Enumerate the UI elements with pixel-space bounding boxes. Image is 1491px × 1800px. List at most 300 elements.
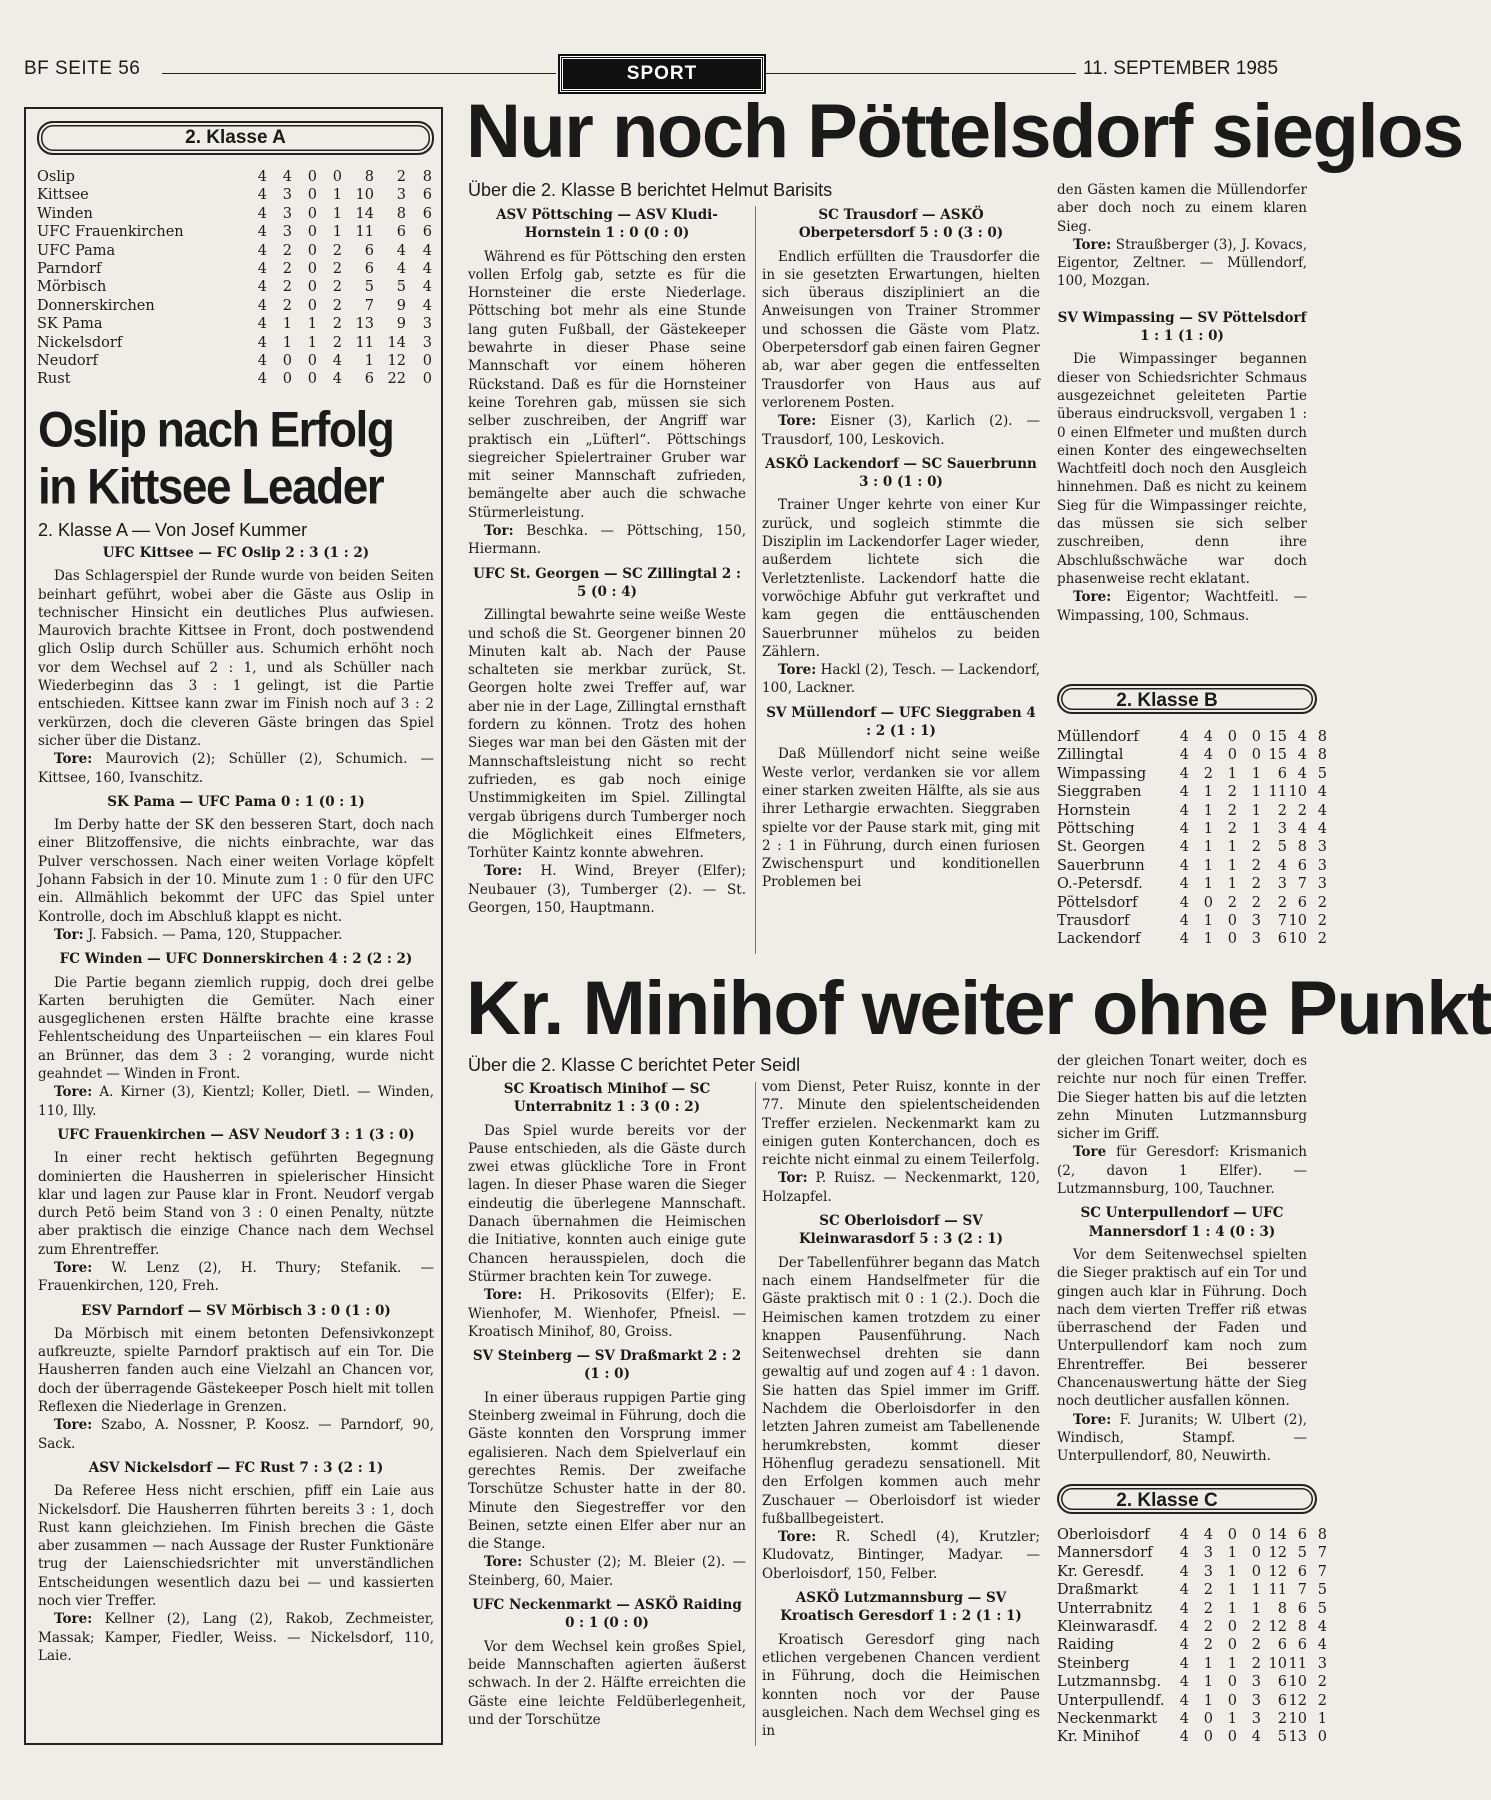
standings-row (1057, 1692, 1327, 1710)
stat-cell: 0 (1317, 1729, 1327, 1746)
team-name: Draßmarkt (1057, 1582, 1138, 1599)
scorers-label: Tore: (484, 1554, 523, 1571)
team-name: Neckenmarkt (1057, 1711, 1158, 1728)
team-name: Sauerbrunn (1057, 857, 1145, 874)
stat-cell: 0 (1251, 1545, 1261, 1562)
stat-cell: 4 (1179, 1692, 1189, 1709)
stat-cell: 3 (1317, 876, 1327, 893)
stat-cell: 0 (282, 371, 292, 388)
stat-cell: 2 (1251, 894, 1261, 911)
stat-cell: 2 (1203, 1600, 1213, 1617)
scorers-label: Tore: (54, 1417, 93, 1434)
stat-cell: 9 (396, 297, 406, 314)
stat-cell: 4 (1179, 1582, 1189, 1599)
scorers-line (762, 412, 1040, 449)
stat-cell: 1 (1227, 1600, 1237, 1617)
klasse-c-table (1057, 1526, 1327, 1747)
stat-cell: 2 (1317, 894, 1327, 911)
stat-cell: 4 (1179, 1637, 1189, 1654)
stat-cell: 0 (282, 353, 292, 370)
scorers-line (38, 926, 434, 944)
stat-cell: 4 (257, 224, 267, 241)
stat-cell: 2 (1317, 913, 1327, 930)
scorers-text: Straußberger (3), J. Kovacs, Eigentor, Zeltner. — Müllendorf, 100, Mozgan. (1057, 236, 1307, 290)
stat-cell: 6 (1297, 1527, 1307, 1543)
stat-cell: 8 (396, 205, 406, 222)
page-label: BF SEITE 56 (24, 58, 141, 79)
standings-row (1057, 1544, 1327, 1562)
stat-cell: 8 (1297, 1619, 1307, 1636)
stat-cell: 4 (422, 242, 432, 259)
stat-cell: 2 (282, 297, 292, 314)
game-title: ESV Parndorf — SV Mörbisch 3 : 0 (1 : 0) (81, 1302, 391, 1319)
stat-cell: 2 (1203, 1637, 1213, 1654)
standings-row (37, 260, 432, 278)
stat-cell: 3 (1251, 931, 1261, 948)
scorers-text: A. Kirner (3), Kientzl; Koller, Dietl. — Winden, 110, Illy. (38, 1084, 434, 1119)
stat-cell: 4 (1179, 784, 1189, 801)
klasse-b-table (1057, 728, 1327, 949)
standings-row (1057, 1563, 1327, 1581)
stat-cell: 1 (307, 334, 317, 351)
game-title: SK Pama — UFC Pama 0 : 1 (0 : 1) (107, 793, 365, 810)
stat-cell: 3 (1317, 1655, 1327, 1672)
scorers-label: Tore: (484, 1287, 523, 1304)
stat-cell: 4 (1179, 747, 1189, 764)
team-name: Sieggraben (1057, 784, 1142, 801)
stat-cell: 0 (307, 169, 317, 185)
standings-row (1057, 1636, 1327, 1654)
report-text: In einer überaus ruppigen Partie ging Steinberg zweimal in Führung, doch die Gäste konnten den Vorsprung immer egalisieren. Nach dem Spielverlauf ein gerechtes Remis. Der zweifache Torschütze Schuster hatte in der 80. Minute den Siegestreffer vor den Beinen, setzte einen Elfer aber nur an die Stange. (468, 1389, 746, 1553)
stat-cell: 2 (332, 316, 342, 333)
stat-cell: 1 (1203, 821, 1213, 838)
scorers-label: Tore: (778, 1529, 817, 1546)
scorers-text: P. Ruisz. — Neckenmarkt, 120, Holzapfel. (762, 1170, 1040, 1205)
stat-cell: 3 (422, 334, 432, 351)
game-title: UFC Neckenmarkt — ASKÖ Raiding 0 : 1 (0 : 0) (472, 1597, 742, 1632)
stat-cell: 2 (282, 242, 292, 259)
team-name: Lutzmannsbg. (1057, 1674, 1162, 1691)
klasse-a-reports (38, 542, 434, 1738)
stat-cell: 3 (1251, 1674, 1261, 1691)
stat-cell: 4 (1179, 729, 1189, 745)
stat-cell: 6 (1297, 894, 1307, 911)
stat-cell: 6 (422, 205, 432, 222)
scorers-line (1057, 588, 1307, 625)
game-title: UFC St. Georgen — SC Zillingtal 2 : 5 (0 : 4) (473, 565, 741, 600)
scorers-text: F. Juranits; W. Ulbert (2), Windisch, Stampf. — Unterpullendorf, 80, Neuwirth. (1057, 1411, 1307, 1465)
standings-row (1057, 728, 1327, 746)
stat-cell: 1 (1227, 839, 1237, 856)
team-name: Rust (37, 371, 71, 388)
report-text: den Gästen kamen die Müllendorfer aber doch noch zu einem klaren Sieg. (1057, 182, 1307, 235)
stat-cell: 1 (1251, 821, 1261, 838)
stat-cell: 3 (1317, 857, 1327, 874)
stat-cell: 6 (1277, 765, 1287, 782)
standings-row (1057, 765, 1327, 783)
stat-cell: 3 (1203, 1545, 1213, 1562)
team-name: Kr. Minihof (1057, 1729, 1140, 1746)
stat-cell: 2 (332, 334, 342, 351)
standings-row (37, 352, 432, 370)
stat-cell: 4 (396, 261, 406, 278)
scorers-text: Maurovich (2); Schüller (2), Schumich. — Kittsee, 160, Ivanschitz. (38, 751, 434, 786)
stat-cell: 0 (307, 224, 317, 241)
stat-cell: 4 (1297, 821, 1307, 838)
scorers-text: J. Fabsich. — Pama, 120, Stuppacher. (87, 926, 343, 943)
stat-cell: 10 (1288, 1711, 1307, 1728)
stat-cell: 10 (1288, 1674, 1307, 1691)
stat-cell: 0 (1227, 729, 1237, 745)
stat-cell: 6 (422, 187, 432, 204)
stat-cell: 6 (364, 371, 374, 388)
scorers-line (1057, 1143, 1307, 1198)
stat-cell: 4 (1317, 1637, 1327, 1654)
scorers-text: R. Schedl (4), Krutzler; Kludovatz, Bintinger, Madyar. — Oberloisdorf, 150, Felber. (762, 1529, 1040, 1582)
stat-cell: 7 (1297, 876, 1307, 893)
stat-cell: 1 (1227, 765, 1237, 782)
stat-cell: 1 (1203, 931, 1213, 948)
stat-cell: 6 (396, 224, 406, 241)
stat-cell: 7 (1317, 1563, 1327, 1580)
stat-cell: 4 (257, 334, 267, 351)
stat-cell: 1 (1227, 1655, 1237, 1672)
stat-cell: 1 (1227, 1563, 1237, 1580)
game-title: ASV Pöttsching — ASV Kludi-Hornstein 1 : 0 (0 : 0) (496, 207, 718, 242)
standings-row (37, 242, 432, 260)
stat-cell: 4 (1179, 1563, 1189, 1580)
klasse-b-title: 2. Klasse B (1057, 684, 1317, 714)
game-title: ASV Nickelsdorf — FC Rust 7 : 3 (2 : 1) (88, 1459, 384, 1476)
stat-cell: 4 (1297, 765, 1307, 782)
scorers-text: Beschka. — Pöttsching, 150, Hiermann. (468, 523, 746, 558)
stat-cell: 13 (355, 316, 374, 333)
stat-cell: 0 (307, 242, 317, 259)
team-name: O.-Petersdf. (1057, 876, 1143, 893)
stat-cell: 4 (1203, 1527, 1213, 1543)
stat-cell: 3 (282, 187, 292, 204)
scorers-line (468, 862, 746, 917)
stat-cell: 1 (1251, 784, 1261, 801)
stat-cell: 0 (307, 187, 317, 204)
team-name: Hornstein (1057, 802, 1131, 819)
team-name: Donnerskirchen (37, 297, 155, 314)
stat-cell: 2 (1317, 931, 1327, 948)
stat-cell: 2 (396, 169, 406, 185)
stat-cell: 6 (1277, 1692, 1287, 1709)
stat-cell: 0 (1251, 1527, 1261, 1543)
scorers-text: Eigentor; Wachtfeitl. — Wimpassing, 100, Schmaus. (1057, 589, 1307, 624)
stat-cell: 14 (1268, 1527, 1287, 1543)
team-name: Kr. Geresdf. (1057, 1563, 1145, 1580)
klasse-b-column-2 (762, 204, 1040, 956)
stat-cell: 1 (282, 334, 292, 351)
stat-cell: 2 (1251, 1637, 1261, 1654)
stat-cell: 4 (257, 353, 267, 370)
scorers-line (38, 1259, 434, 1296)
stat-cell: 4 (1297, 747, 1307, 764)
stat-cell: 8 (364, 169, 374, 185)
team-name: Neudorf (37, 353, 98, 370)
stat-cell: 10 (1268, 1655, 1287, 1672)
team-name: Kleinwarasdf. (1057, 1619, 1158, 1636)
stat-cell: 1 (332, 224, 342, 241)
stat-cell: 5 (1317, 1582, 1327, 1599)
standings-row (1057, 1581, 1327, 1599)
stat-cell: 6 (1297, 857, 1307, 874)
game-title: SV Wimpassing — SV Pöttelsdorf 1 : 1 (1 : 0) (1057, 309, 1307, 345)
stat-cell: 2 (1227, 821, 1237, 838)
team-name: Unterpullendf. (1057, 1692, 1165, 1709)
stat-cell: 0 (307, 297, 317, 314)
klasse-a-title: 2. Klasse A (37, 121, 434, 155)
standings-row (37, 168, 432, 186)
team-name: Mörbisch (37, 279, 107, 296)
stat-cell: 11 (1288, 1655, 1307, 1672)
stat-cell: 11 (355, 334, 374, 351)
stat-cell: 4 (282, 169, 292, 185)
stat-cell: 1 (332, 205, 342, 222)
game-title: ASKÖ Lackendorf — SC Sauerbrunn 3 : 0 (1 : 0) (765, 455, 1037, 491)
stat-cell: 2 (1251, 1619, 1261, 1636)
standings-row (1057, 746, 1327, 764)
stat-cell: 1 (1203, 784, 1213, 801)
stat-cell: 8 (1297, 839, 1307, 856)
stat-cell: 4 (1179, 931, 1189, 948)
stat-cell: 0 (422, 353, 432, 370)
headline-c: Kr. Minihof weiter ohne Punkt (466, 966, 1491, 1051)
game-title: SV Steinberg — SV Draßmarkt 2 : 2 (1 : 0) (472, 1348, 742, 1383)
stat-cell: 6 (1297, 1600, 1307, 1617)
stat-cell: 2 (1203, 1582, 1213, 1599)
team-name: UFC Pama (37, 242, 116, 259)
stat-cell: 7 (1317, 1545, 1327, 1562)
stat-cell: 4 (1203, 729, 1213, 745)
stat-cell: 4 (1179, 839, 1189, 856)
stat-cell: 10 (355, 187, 374, 204)
headline-a-line2: in Kittsee Leader (38, 457, 384, 515)
stat-cell: 2 (282, 279, 292, 296)
stat-cell: 5 (1297, 1545, 1307, 1562)
game-title: SC Trausdorf — ASKÖ Oberpetersdorf 5 : 0 (3 : 0) (798, 207, 1004, 242)
team-name: UFC Frauenkirchen (37, 224, 184, 241)
standings-row (1057, 1673, 1327, 1691)
stat-cell: 2 (1203, 1619, 1213, 1636)
stat-cell: 1 (1203, 913, 1213, 930)
standings-row (37, 205, 432, 223)
headline-b: Nur noch Pöttelsdorf sieglos (466, 89, 1463, 174)
stat-cell: 2 (1277, 802, 1287, 819)
stat-cell: 3 (282, 205, 292, 222)
scorers-line (468, 522, 746, 559)
team-name: Oberloisdorf (1057, 1527, 1150, 1543)
stat-cell: 0 (422, 371, 432, 388)
stat-cell: 12 (1268, 1545, 1287, 1562)
stat-cell: 0 (332, 169, 342, 185)
stat-cell: 2 (1251, 857, 1261, 874)
stat-cell: 5 (364, 279, 374, 296)
stat-cell: 4 (257, 261, 267, 278)
scorers-line (38, 1416, 434, 1453)
game-title: SC Oberloisdorf — SV Kleinwarasdorf 5 : 3 (2 : 1) (798, 1213, 1004, 1248)
stat-cell: 4 (257, 279, 267, 296)
stat-cell: 12 (1268, 1563, 1287, 1580)
standings-row (37, 223, 432, 241)
stat-cell: 4 (1179, 821, 1189, 838)
stat-cell: 0 (1251, 1563, 1261, 1580)
scorers-label: Tore (1073, 1144, 1107, 1161)
stat-cell: 0 (1227, 1619, 1237, 1636)
klasse-c-title: 2. Klasse C (1057, 1484, 1317, 1514)
scorers-text: für Geresdorf: Krismanich (2, davon 1 Elfer). — Lutzmannsburg, 100, Tauchner. (1057, 1144, 1307, 1198)
stat-cell: 1 (1317, 1711, 1327, 1728)
standings-row (1057, 912, 1327, 930)
stat-cell: 15 (1268, 747, 1287, 764)
column-divider (755, 206, 756, 954)
report-text: Die Wimpassinger begannen dieser von Schiedsrichter Schmaus ausgezeichnet geleiteten Partie überaus eindrucksvoll, vergaben 1 : 0 einen Elfmeter und mußten durch einen Konter des eingewechselten Wachtfeitl doch noch den Ausgleich hinnehmen. Daß es nicht zu keinem Sieg für die Wimpassinger reichte, das müssen sie sich selber zuschreiben, denn ihre Abschlußschwäche war doch phasenweise recht eklatant. (1057, 351, 1307, 587)
game-title: UFC Kittsee — FC Oslip 2 : 3 (1 : 2) (102, 545, 370, 561)
stat-cell: 0 (307, 205, 317, 222)
team-name: Pöttelsdorf (1057, 894, 1138, 911)
team-name: Trausdorf (1057, 913, 1130, 930)
stat-cell: 6 (364, 261, 374, 278)
stat-cell: 4 (257, 371, 267, 388)
stat-cell: 1 (1251, 765, 1261, 782)
stat-cell: 2 (1203, 765, 1213, 782)
stat-cell: 2 (282, 261, 292, 278)
scorers-label: Tore: (54, 751, 93, 768)
stat-cell: 7 (364, 297, 374, 314)
stat-cell: 1 (1251, 802, 1261, 819)
team-name: Mannersdorf (1057, 1545, 1153, 1562)
report-text: Endlich erfüllten die Trausdorfer die in sie gesetzten Erwartungen, hielten sich überaus diszipliniert an die Anweisungen von Trainer Strommer und schossen die Gäste vom Platz. Oberpetersdorf gab einen fairen Gegner ab, war aber gegen die entfesselten Trausdorfer von Haus aus auf verlorenem Posten. (762, 248, 1040, 411)
scorers-label: Tor: (54, 926, 84, 943)
stat-cell: 3 (1317, 839, 1327, 856)
scorers-text: H. Wind, Breyer (Elfer); Neubauer (3), Tumberger (2). — St. Georgen, 150, Hauptmann. (468, 863, 746, 916)
report-text: Im Derby hatte der SK den besseren Start, doch nach einer Blitzoffensive, die nichts einbrachte, war das Pulver verschossen. Nach einer weiten Vorlage köpfelt Johann Fabsich in der 10. Minute zum 1 : 0 für den UFC ein. Allmählich bekommt der UFC das Spiel unter Kontrolle, doch im Abschluß klappt es nicht. (38, 817, 434, 925)
scorers-line (38, 1610, 434, 1665)
stat-cell: 1 (307, 316, 317, 333)
stat-cell: 11 (1268, 1582, 1287, 1599)
report-text: vom Dienst, Peter Ruisz, konnte in der 77. Minute den spielentscheidenden Treffer erzielen. Neckenmarkt kam zu einigen guten Konterchancen, doch es reichte nicht einmal zu einem Teilerfolg. (762, 1079, 1040, 1169)
scorers-label: Tore: (1073, 236, 1112, 253)
scorers-label: Tore: (54, 1084, 93, 1101)
team-name: SK Pama (37, 316, 103, 333)
stat-cell: 4 (332, 371, 342, 388)
scorers-line (468, 1286, 746, 1341)
stat-cell: 1 (1227, 876, 1237, 893)
stat-cell: 4 (257, 242, 267, 259)
stat-cell: 2 (332, 279, 342, 296)
stat-cell: 0 (307, 261, 317, 278)
stat-cell: 6 (1277, 1674, 1287, 1691)
scorers-text: Szabo, A. Nossner, P. Koosz. — Parndorf, 90, Sack. (38, 1417, 434, 1452)
scorers-label: Tore: (1073, 589, 1112, 606)
stat-cell: 3 (1203, 1563, 1213, 1580)
stat-cell: 1 (1203, 1655, 1213, 1672)
header-rule-left (162, 73, 556, 74)
standings-row (1057, 783, 1327, 801)
stat-cell: 2 (1251, 876, 1261, 893)
stat-cell: 2 (332, 297, 342, 314)
team-name: Wimpassing (1057, 765, 1147, 782)
scorers-label: Tore: (778, 662, 817, 679)
report-text: Vor dem Seitenwechsel spielten die Sieger praktisch auf ein Tor und gingen auch klar in Führung. Doch nach dem vierten Treffer riß etwas überraschend der Faden und Unterpullendorf kam noch zum Ehrentreffer. Bei besserer Chancenauswertung hätte der Sieg noch deutlicher ausfallen können. (1057, 1246, 1307, 1410)
stat-cell: 2 (1277, 894, 1287, 911)
stat-cell: 2 (1251, 839, 1261, 856)
stat-cell: 5 (1317, 1600, 1327, 1617)
scorers-text: H. Prikosovits (Elfer); E. Wienhofer, M. Wienhofer, Pfneisl. — Kroatisch Minihof, 80, Groiss. (468, 1287, 747, 1340)
scorers-line (38, 750, 434, 787)
stat-cell: 4 (257, 316, 267, 333)
stat-cell: 4 (1179, 1655, 1189, 1672)
stat-cell: 8 (1317, 1527, 1327, 1543)
stat-cell: 4 (1179, 1729, 1189, 1746)
standings-row (1057, 802, 1327, 820)
scorers-text: W. Lenz (2), H. Thury; Stefanik. — Frauenkirchen, 120, Freh. (38, 1259, 434, 1295)
stat-cell: 3 (1251, 913, 1261, 930)
stat-cell: 0 (1203, 894, 1213, 911)
scorers-label: Tore: (778, 413, 817, 430)
stat-cell: 0 (1227, 913, 1237, 930)
stat-cell: 6 (1297, 1637, 1307, 1654)
report-text: Das Spiel wurde bereits vor der Pause entschieden, als die Gäste durch zwei etwas glückliche Tore in Front lagen. In dieser Phase waren die Sieger eindeutig die überlegene Mannschaft. Danach übernahmen die Heimischen die Initiative, konnten auch einige gute Chancen herausspielen, doch die Stürmer brachten kein Tor zuwege. (468, 1122, 746, 1285)
stat-cell: 4 (1179, 857, 1189, 874)
standings-row (1057, 857, 1327, 875)
scorers-text: Kellner (2), Lang (2), Rakob, Zechmeister, Massak; Kamper, Fiedler, Weiss. — Nickelsdorf, 110, Laie. (38, 1611, 434, 1664)
standings-row (1057, 1618, 1327, 1636)
stat-cell: 0 (307, 279, 317, 296)
stat-cell: 0 (1251, 747, 1261, 764)
stat-cell: 4 (1317, 784, 1327, 801)
standings-row (37, 334, 432, 352)
stat-cell: 1 (1203, 876, 1213, 893)
klasse-c-column-1 (468, 1078, 746, 1748)
stat-cell: 0 (307, 371, 317, 388)
stat-cell: 6 (1297, 1563, 1307, 1580)
report-text: Das Schlagerspiel der Runde wurde von beiden Seiten beinhart geführt, wobei aber die Gäste aus Oslip in technischer Hinsicht ein deutliches Plus aufwiesen. Maurovich brachte Kittsee in Front, doch postwendend glich Oslip durch Schüller aus. Schumich erhöht noch vor dem Wechsel auf 2 : 1, und als Schüller nach Wiederbeginn das 3 : 1 gelingt, ist die Partie entschieden. Kittsee kann zwar im Finish noch auf 3 : 2 verkürzen, doch die cleveren Gäste bringen das Spiel sicher über die Distanz. (38, 568, 434, 749)
scorers-line (1057, 1411, 1307, 1466)
team-name: Kittsee (37, 187, 89, 204)
scorers-label: Tor: (484, 523, 514, 540)
team-name: Lackendorf (1057, 931, 1141, 948)
stat-cell: 2 (1317, 1674, 1327, 1691)
stat-cell: 0 (1227, 1527, 1237, 1543)
stat-cell: 1 (1227, 857, 1237, 874)
team-name: St. Georgen (1057, 839, 1146, 856)
scorers-line (1057, 236, 1307, 291)
game-title: UFC Frauenkirchen — ASV Neudorf 3 : 1 (3 : 0) (57, 1126, 415, 1143)
report-text: Da Mörbisch mit einem betonten Defensivkonzept aufkreuzte, spielte Parndorf praktisch auf ein Tor. Die Hausherren fanden auch eine Vielzahl an Chancen vor, doch der überragende Gästekeeper Posch hielt mit tollen Reflexen die Niederlage in Grenzen. (38, 1325, 434, 1416)
standings-row (1057, 838, 1327, 856)
stat-cell: 7 (1297, 1582, 1307, 1599)
stat-cell: 2 (332, 242, 342, 259)
stat-cell: 0 (1203, 1729, 1213, 1746)
stat-cell: 10 (1288, 913, 1307, 930)
game-title: SC Unterpullendorf — UFC Mannersdorf 1 : 4 (0 : 3) (1080, 1205, 1284, 1240)
standings-row (1057, 930, 1327, 948)
stat-cell: 5 (396, 279, 406, 296)
report-text: Kroatisch Geresdorf ging nach etlichen vergebenen Chancen verdient in Führung, doch die Heimischen konnten noch vor der Pause ausgleichen. Nach dem Wechsel ging es in (762, 1631, 1040, 1740)
stat-cell: 4 (1179, 1527, 1189, 1543)
stat-cell: 0 (307, 353, 317, 370)
game-title: SC Kroatisch Minihof — SC Unterrabnitz 1 : 3 (0 : 2) (503, 1081, 711, 1116)
stat-cell: 1 (1227, 1711, 1237, 1728)
game-title: FC Winden — UFC Donnerskirchen 4 : 2 (2 : 2) (59, 951, 413, 968)
klasse-b-column-3 (1057, 181, 1307, 669)
standings-row (37, 315, 432, 333)
stat-cell: 14 (387, 334, 406, 351)
